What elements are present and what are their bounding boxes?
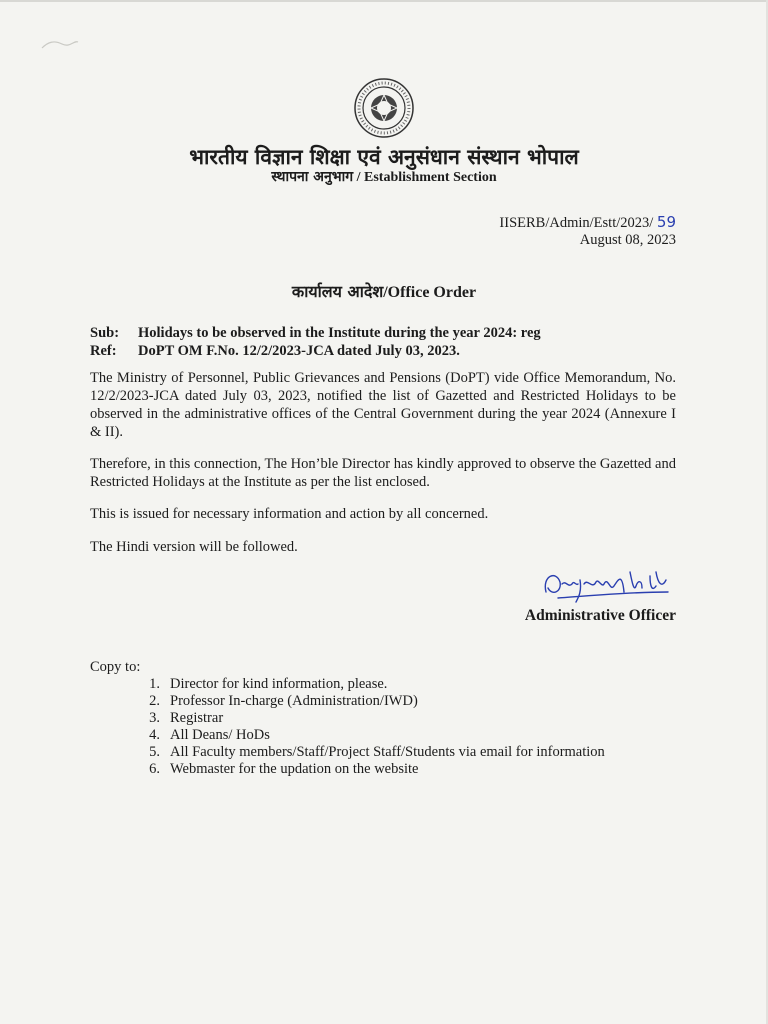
copy-to-list	[132, 676, 605, 778]
reference-date: August 08, 2023	[579, 232, 676, 248]
office-order-heading	[0, 280, 768, 302]
list-item	[132, 727, 605, 744]
list-item-number: 2.	[149, 693, 160, 709]
institute-logo	[352, 76, 416, 140]
list-item	[132, 676, 605, 693]
list-item-number: 4.	[149, 727, 160, 743]
list-item-number: 3.	[149, 710, 160, 726]
list-item-text: Webmaster for the updation on the website	[170, 761, 419, 777]
section-title-separator: /	[353, 170, 365, 185]
section-title	[0, 167, 768, 186]
ref-label: Ref:	[90, 343, 117, 359]
body-paragraph-1: The Ministry of Personnel, Public Grievances and Pensions (DoPT) vide Office Memorandum, No. 12/2/2023-JCA dated July 03, 2023, notified the list of Gazetted and Restricted Holidays to be observed in the administrative offices of the Central Government during the year 2024 (Annexure I & II).	[90, 370, 676, 440]
list-item-text: All Faculty members/Staff/Project Staff/Students via email for information	[170, 744, 605, 760]
copy-to-label: Copy to:	[90, 659, 141, 675]
section-title-hindi: स्थापना अनुभाग	[271, 169, 354, 185]
list-item	[132, 744, 605, 761]
list-item	[132, 693, 605, 710]
list-item-text: All Deans/ HoDs	[170, 727, 270, 743]
handwritten-signature	[538, 562, 688, 606]
list-item	[132, 710, 605, 727]
heading-english: /Office Order	[383, 284, 477, 301]
signatory-title: Administrative Officer	[524, 607, 676, 624]
list-item-number: 6.	[149, 761, 160, 777]
reference-number-prefix: IISERB/Admin/Estt/2023/	[499, 215, 654, 231]
heading-hindi: कार्यालय आदेश	[291, 282, 384, 301]
subject-reference	[90, 324, 541, 360]
reference-block	[499, 214, 676, 249]
list-item-number: 1.	[149, 676, 160, 692]
list-item-text: Professor In-charge (Administration/IWD)	[170, 693, 418, 709]
top-border	[0, 0, 768, 2]
list-item-number: 5.	[149, 744, 160, 760]
body-paragraph-2: Therefore, in this connection, The Hon’ble Director has kindly approved to observe the Gazetted and Restricted Holidays at the Institute as per the list enclosed.	[90, 456, 676, 490]
list-item-text: Registrar	[170, 710, 224, 726]
body-paragraph-4: The Hindi version will be followed.	[90, 539, 298, 555]
corner-mark-icon	[40, 36, 80, 54]
section-title-english: Establishment Section	[364, 170, 497, 185]
subject-text: Holidays to be observed in the Institute during the year 2024: reg	[138, 325, 541, 341]
list-item-text: Director for kind information, please.	[170, 676, 388, 692]
body-paragraph-3: This is issued for necessary information and action by all concerned.	[90, 506, 489, 522]
reference-number-handwritten: 59	[656, 213, 676, 231]
subject-line	[90, 324, 541, 342]
ref-line	[90, 342, 541, 360]
subject-label: Sub:	[90, 325, 120, 341]
institute-name-hindi: भारतीय विज्ञान शिक्षा एवं अनुसंधान संस्थान भोपाल	[189, 145, 579, 169]
reference-number	[499, 214, 676, 232]
list-item	[132, 761, 605, 778]
ref-text: DoPT OM F.No. 12/2/2023-JCA dated July 03, 2023.	[138, 343, 460, 359]
